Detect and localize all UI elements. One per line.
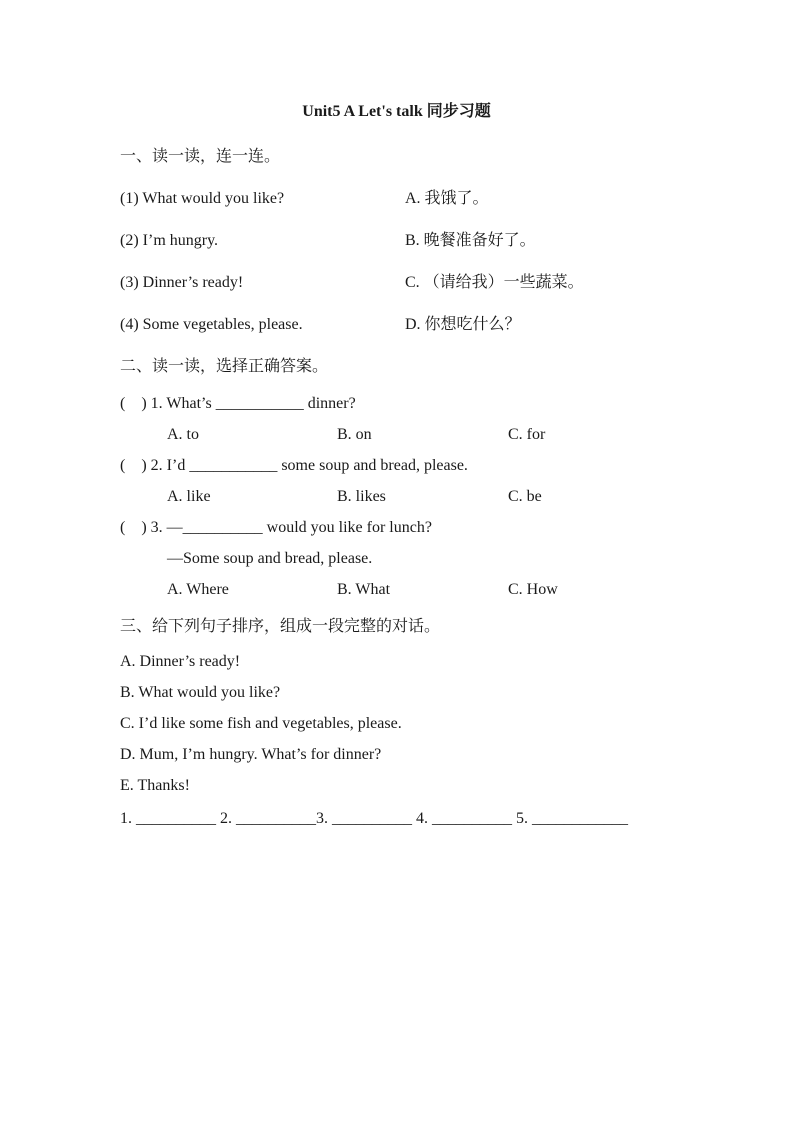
match-row: [120, 231, 733, 251]
match-right-b: B. 晚餐准备好了。: [405, 232, 536, 249]
ordering-sentence-a: A. Dinner’s ready!: [120, 653, 241, 670]
question-3-option-a: A. Where: [167, 581, 229, 598]
match-row: [120, 315, 733, 335]
question-3-followup: —Some soup and bread, please.: [167, 550, 373, 567]
question-1-option-b: B. on: [337, 426, 372, 443]
match-left-4: (4) Some vegetables, please.: [120, 316, 303, 333]
question-3-options: [120, 580, 733, 600]
question-3-stem: ( ) 3. —__________ would you like for lunch?: [120, 519, 432, 536]
question-3-option-c: C. How: [508, 581, 558, 598]
ordering-sentence-d: D. Mum, I’m hungry. What’s for dinner?: [120, 746, 382, 763]
ordering-answer-blanks: 1. __________ 2. __________3. __________ 4. __________ 5. ____________: [120, 810, 628, 827]
ordering-sentence-c: C. I’d like some fish and vegetables, please.: [120, 715, 402, 732]
question-1-option-c: C. for: [508, 426, 546, 443]
worksheet-content: [0, 147, 793, 829]
section-multiple-choice: [120, 357, 733, 600]
match-row: [120, 273, 733, 293]
section-sentence-ordering: [120, 617, 733, 829]
question-1-stem: ( ) 1. What’s ___________ dinner?: [120, 395, 356, 412]
question-2-option-a: A. like: [167, 488, 211, 505]
ordering-sentence-b: B. What would you like?: [120, 684, 281, 701]
match-row: [120, 189, 733, 209]
match-left-2: (2) I’m hungry.: [120, 232, 219, 249]
question-1-options: [120, 425, 733, 445]
match-left-1: (1) What would you like?: [120, 190, 285, 207]
ordering-sentence-e: E. Thanks!: [120, 777, 190, 794]
section-two-heading: 二、读一读，选择正确答案。: [120, 358, 329, 375]
question-2-option-b: B. likes: [337, 488, 386, 505]
question-2-options: [120, 487, 733, 507]
section-one-heading: 一、读一读，连一连。: [120, 148, 281, 165]
match-left-3: (3) Dinner’s ready!: [120, 274, 244, 291]
question-2-stem: ( ) 2. I’d ___________ some soup and bread, please.: [120, 457, 468, 474]
match-right-d: D. 你想吃什么？: [405, 316, 521, 333]
worksheet-title: Unit5 A Let's talk 同步习题: [302, 103, 491, 120]
question-2-option-c: C. be: [508, 488, 542, 505]
match-right-a: A. 我饿了。: [405, 190, 489, 207]
question-3-option-b: B. What: [337, 581, 391, 598]
question-1-option-a: A. to: [167, 426, 199, 443]
section-read-and-match: [120, 147, 733, 335]
match-right-c: C. （请给我）一些蔬菜。: [405, 274, 584, 291]
section-three-heading: 三、给下列句子排序，组成一段完整的对话。: [120, 618, 441, 635]
